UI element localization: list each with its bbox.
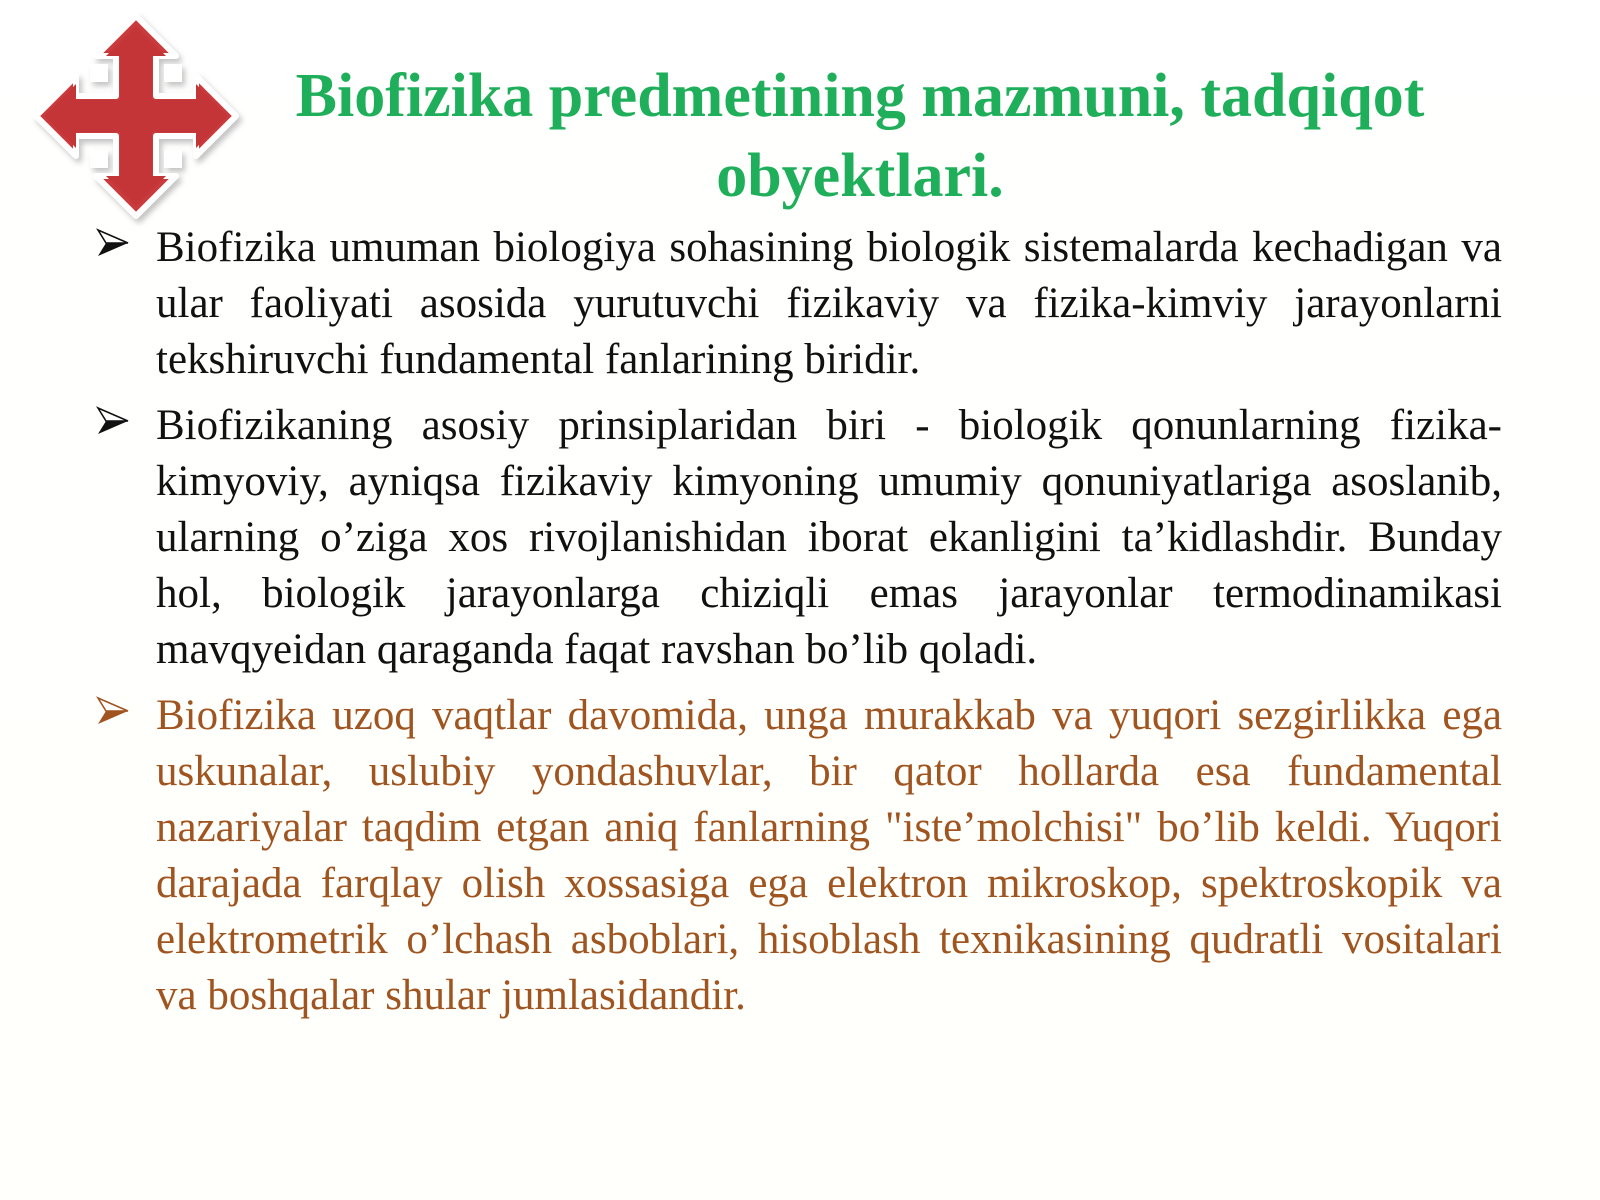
bullet-item (96, 398, 1502, 678)
four-way-arrow-icon (24, 12, 252, 226)
slide-title-line-2: obyektlari. (716, 142, 1004, 210)
arrowhead-bullet-icon (96, 694, 130, 728)
bullet-text: Biofizika umuman biologiya sohasining biologik sistemalarda kechadigan va ular faoliyati asosida yurutuvchi fizikaviy va fizika-kimviy jarayonlarni tekshiruvchi fundamental fanlarining biridir. (156, 224, 1502, 383)
slide-title-line-1: Biofizika predmetining mazmuni, tadqiqot (295, 62, 1425, 130)
bullet-list (96, 220, 1502, 1034)
bullet-text: Biofizika uzoq vaqtlar davomida, unga murakkab va yuqori sezgirlikka ega uskunalar, uslubiy yondashuvlar, bir qator hollarda esa fundamental nazariyalar taqdim etgan aniq fanlarning "iste’molchisi" bo’lib keldi. Yuqori darajada farqlay olish xossasiga ega elektron mikroskop, spektroskopik va elektrometrik o’lchash asboblari, hisoblash texnikasining qudratli vositalari va boshqalar shular jumlasidandir. (156, 692, 1502, 1019)
bullet-text: Biofizikaning asosiy prinsiplaridan biri - biologik qonunlarning fizika-kimyoviy, ayniqsa fizikaviy kimyoning umumiy qonuniyatlariga asoslanib, ularning o’ziga xos rivojlanishidan iborat ekanligini ta’kidlashdir. Bunday hol, biologik jarayonlarga chiziqli emas jarayonlar termodinamikasi mavqyeidan qaraganda faqat ravshan bo’lib qoladi. (156, 402, 1502, 673)
bullet-item (96, 688, 1502, 1024)
arrowhead-bullet-icon (96, 226, 130, 260)
bullet-item (96, 220, 1502, 388)
arrowhead-bullet-icon (96, 404, 130, 438)
slide-title (240, 56, 1480, 216)
